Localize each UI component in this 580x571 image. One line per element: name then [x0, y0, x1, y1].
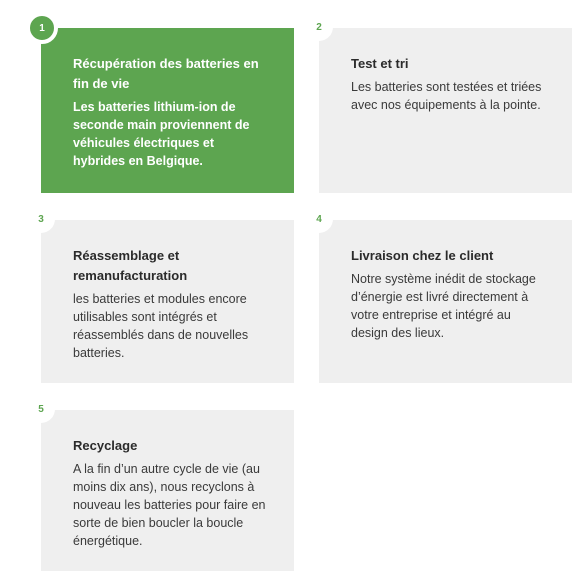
step-description: Les batteries sont testées et triées avec nos équipements à la pointe.	[351, 80, 542, 112]
step-card-4	[319, 220, 572, 383]
step-content	[73, 54, 268, 170]
step-content	[73, 246, 268, 362]
step-title: Récupération des batteries en fin de vie	[73, 56, 259, 91]
step-card-1	[41, 28, 294, 193]
step-number-badge: 2	[305, 13, 333, 41]
step-title: Réassemblage et remanufacturation	[73, 248, 188, 283]
step-number-badge: 5	[27, 395, 55, 423]
step-description: Les batteries lithium-ion de seconde main proviennent de véhicules électriques et hybrides en Belgique.	[73, 100, 250, 168]
step-number-badge: 4	[305, 205, 333, 233]
step-content	[73, 436, 268, 550]
step-description: les batteries et modules encore utilisables sont intégrés et réassemblés dans de nouvelles batteries.	[73, 292, 249, 360]
step-title: Recyclage	[73, 438, 138, 453]
step-description: Notre système inédit de stockage d’énergie est livré directement à votre entreprise et intégré au design des lieux.	[351, 272, 536, 340]
step-card-3	[41, 220, 294, 383]
step-number-badge: 1	[26, 12, 58, 44]
step-description: A la fin d’un autre cycle de vie (au moins dix ans), nous recyclons à nouveau les batteries pour faire en sorte de bien boucler la boucle énergétique.	[73, 462, 266, 548]
step-title: Livraison chez le client	[351, 248, 494, 263]
step-card-2	[319, 28, 572, 193]
step-title: Test et tri	[351, 56, 409, 71]
step-number-badge: 3	[27, 205, 55, 233]
step-content	[351, 246, 546, 342]
step-card-5	[41, 410, 294, 571]
step-content	[351, 54, 546, 114]
